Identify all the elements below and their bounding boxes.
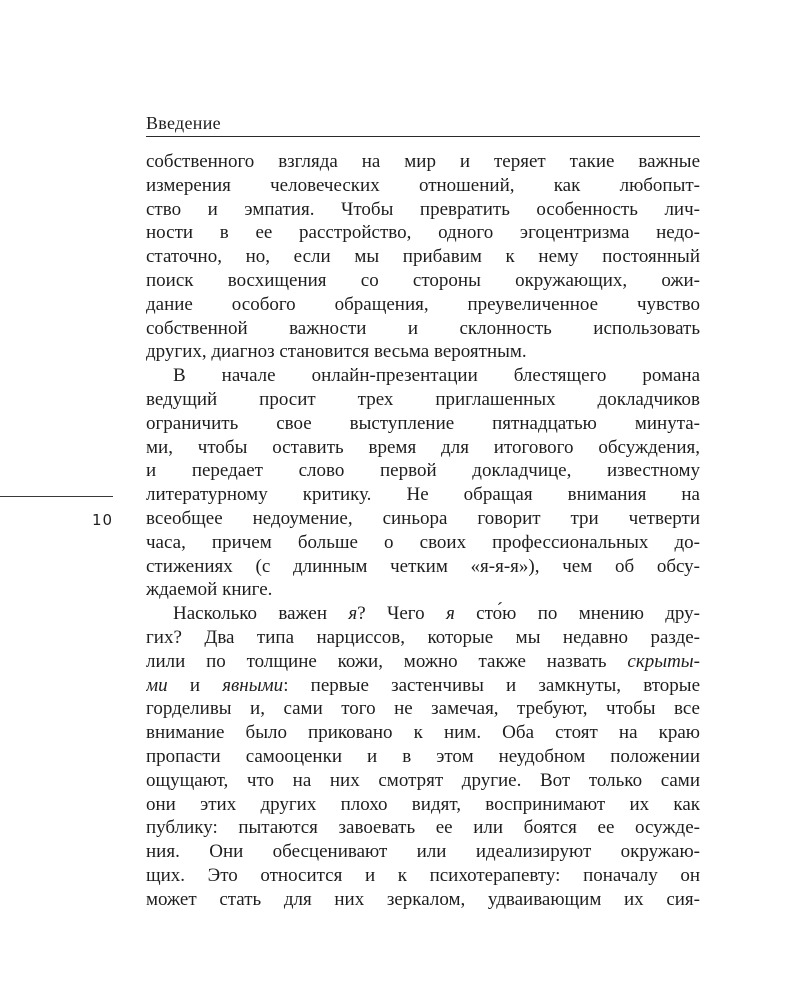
text-line: часа, причем больше о своих профессиональных до- [146, 531, 700, 553]
text-line: собственной важности и склонность использовать [146, 317, 700, 339]
text-line: измерения человеческих отношений, как любопыт- [146, 174, 700, 196]
text-line: и передает слово первой докладчице, известному [146, 460, 700, 482]
text-line: поиск восхищения со стороны окружающих, ожи- [146, 269, 700, 291]
text-run: сто́ю по мнению дру- [454, 603, 700, 625]
text-line: ограничить свое выступление пятнадцатью минута- [146, 412, 700, 434]
text-line: ми, чтобы оставить время для итогового обсуждения, [146, 436, 700, 458]
text-line: стижениях (с длинным четким «я-я-я»), чем об обсу- [146, 555, 700, 577]
text-line: внимание было приковано к ним. Оба стоят на краю [146, 722, 700, 744]
margin-rule [0, 496, 113, 497]
text-line: гих? Два типа нарциссов, которые мы недавно разде- [146, 626, 700, 648]
text-line: всеобщее недоумение, синьора говорит три четверти [146, 507, 700, 529]
text-line [146, 602, 700, 626]
text-line: литературному критику. Не обращая внимания на [146, 484, 700, 506]
text-line: ности в ее расстройство, одного эгоцентризма недо- [146, 222, 700, 244]
text-run: : первые застенчивы и замкнуты, вторые [283, 674, 700, 696]
text-line: собственного взгляда на мир и теряет такие важные [146, 151, 700, 172]
italic-text: я [348, 603, 358, 625]
body-text [146, 150, 700, 912]
text-line: ния. Они обесценивают или идеализируют окружаю- [146, 841, 700, 863]
text-line: ведущий просит трех приглашенных докладчиков [146, 388, 700, 410]
text-line [146, 650, 700, 674]
text-run: и [167, 674, 223, 696]
paragraph-1 [146, 150, 700, 364]
text-run: ? Чего [357, 603, 446, 625]
italic-text: ми [146, 674, 168, 696]
paragraph-2 [146, 364, 700, 602]
text-line: горделивы и, сами того не замечая, требуют, чтобы все [146, 698, 700, 720]
text-line: пропасти самооценки и в этом неудобном положении [146, 745, 700, 767]
italic-text: скрыты- [627, 650, 700, 672]
text-line: они этих других плохо видят, воспринимают их как [146, 793, 700, 815]
page-number: 10 [92, 511, 114, 529]
text-run: лили по толщине кожи, можно также назвать [146, 650, 628, 672]
text-line: ощущают, что на них смотрят другие. Вот только сами [146, 769, 700, 791]
text-line: может стать для них зеркалом, удваивающим их сия- [146, 888, 700, 910]
text-line: В начале онлайн-презентации блестящего романа [173, 365, 700, 387]
text-line: щих. Это относится и к психотерапевту: поначалу он [146, 864, 700, 886]
text-run: Насколько важен [173, 603, 349, 625]
running-head: Введение [146, 113, 221, 133]
header-rule [146, 136, 700, 137]
text-line: других, диагноз становится весьма вероятным. [146, 341, 527, 363]
text-line: публику: пытаются завоевать ее или боятся ее осужде- [146, 817, 700, 839]
text-line: дание особого обращения, преувеличенное чувство [146, 293, 700, 315]
italic-text: явными [222, 674, 284, 696]
text-line [146, 674, 700, 698]
text-line: ство и эмпатия. Чтобы превратить особенность лич- [146, 198, 700, 220]
paragraph-3 [146, 602, 700, 911]
text-line: ждаемой книге. [146, 579, 273, 601]
text-line: статочно, но, если мы прибавим к нему постоянный [146, 246, 700, 268]
italic-text: я [445, 603, 455, 625]
